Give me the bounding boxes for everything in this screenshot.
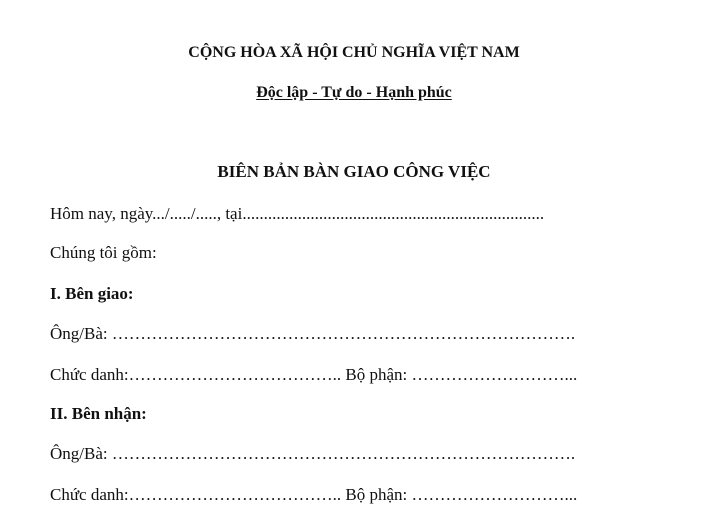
giver-person-line: Ông/Bà: ………………………………………………………………………. xyxy=(50,324,576,343)
receiver-position-line: Chức danh:……………………………….. Bộ phận: ………………………... xyxy=(50,485,578,504)
attendees-intro: Chúng tôi gồm: xyxy=(50,243,157,262)
national-title: CỘNG HÒA XÃ HỘI CHỦ NGHĨA VIỆT NAM xyxy=(188,44,520,61)
document-title: BIÊN BẢN BÀN GIAO CÔNG VIỆC xyxy=(217,162,491,181)
receiver-person-line: Ông/Bà: ………………………………………………………………………. xyxy=(50,444,576,463)
section-heading-receiver: II. Bên nhận: xyxy=(50,404,147,423)
date-location-line: Hôm nay, ngày.../...../....., tại....................................................................... xyxy=(50,204,545,223)
section-heading-giver: I. Bên giao: xyxy=(50,284,134,303)
giver-position-line: Chức danh:……………………………….. Bộ phận: ………………………... xyxy=(50,365,578,384)
national-motto: Độc lập - Tự do - Hạnh phúc xyxy=(256,84,452,101)
